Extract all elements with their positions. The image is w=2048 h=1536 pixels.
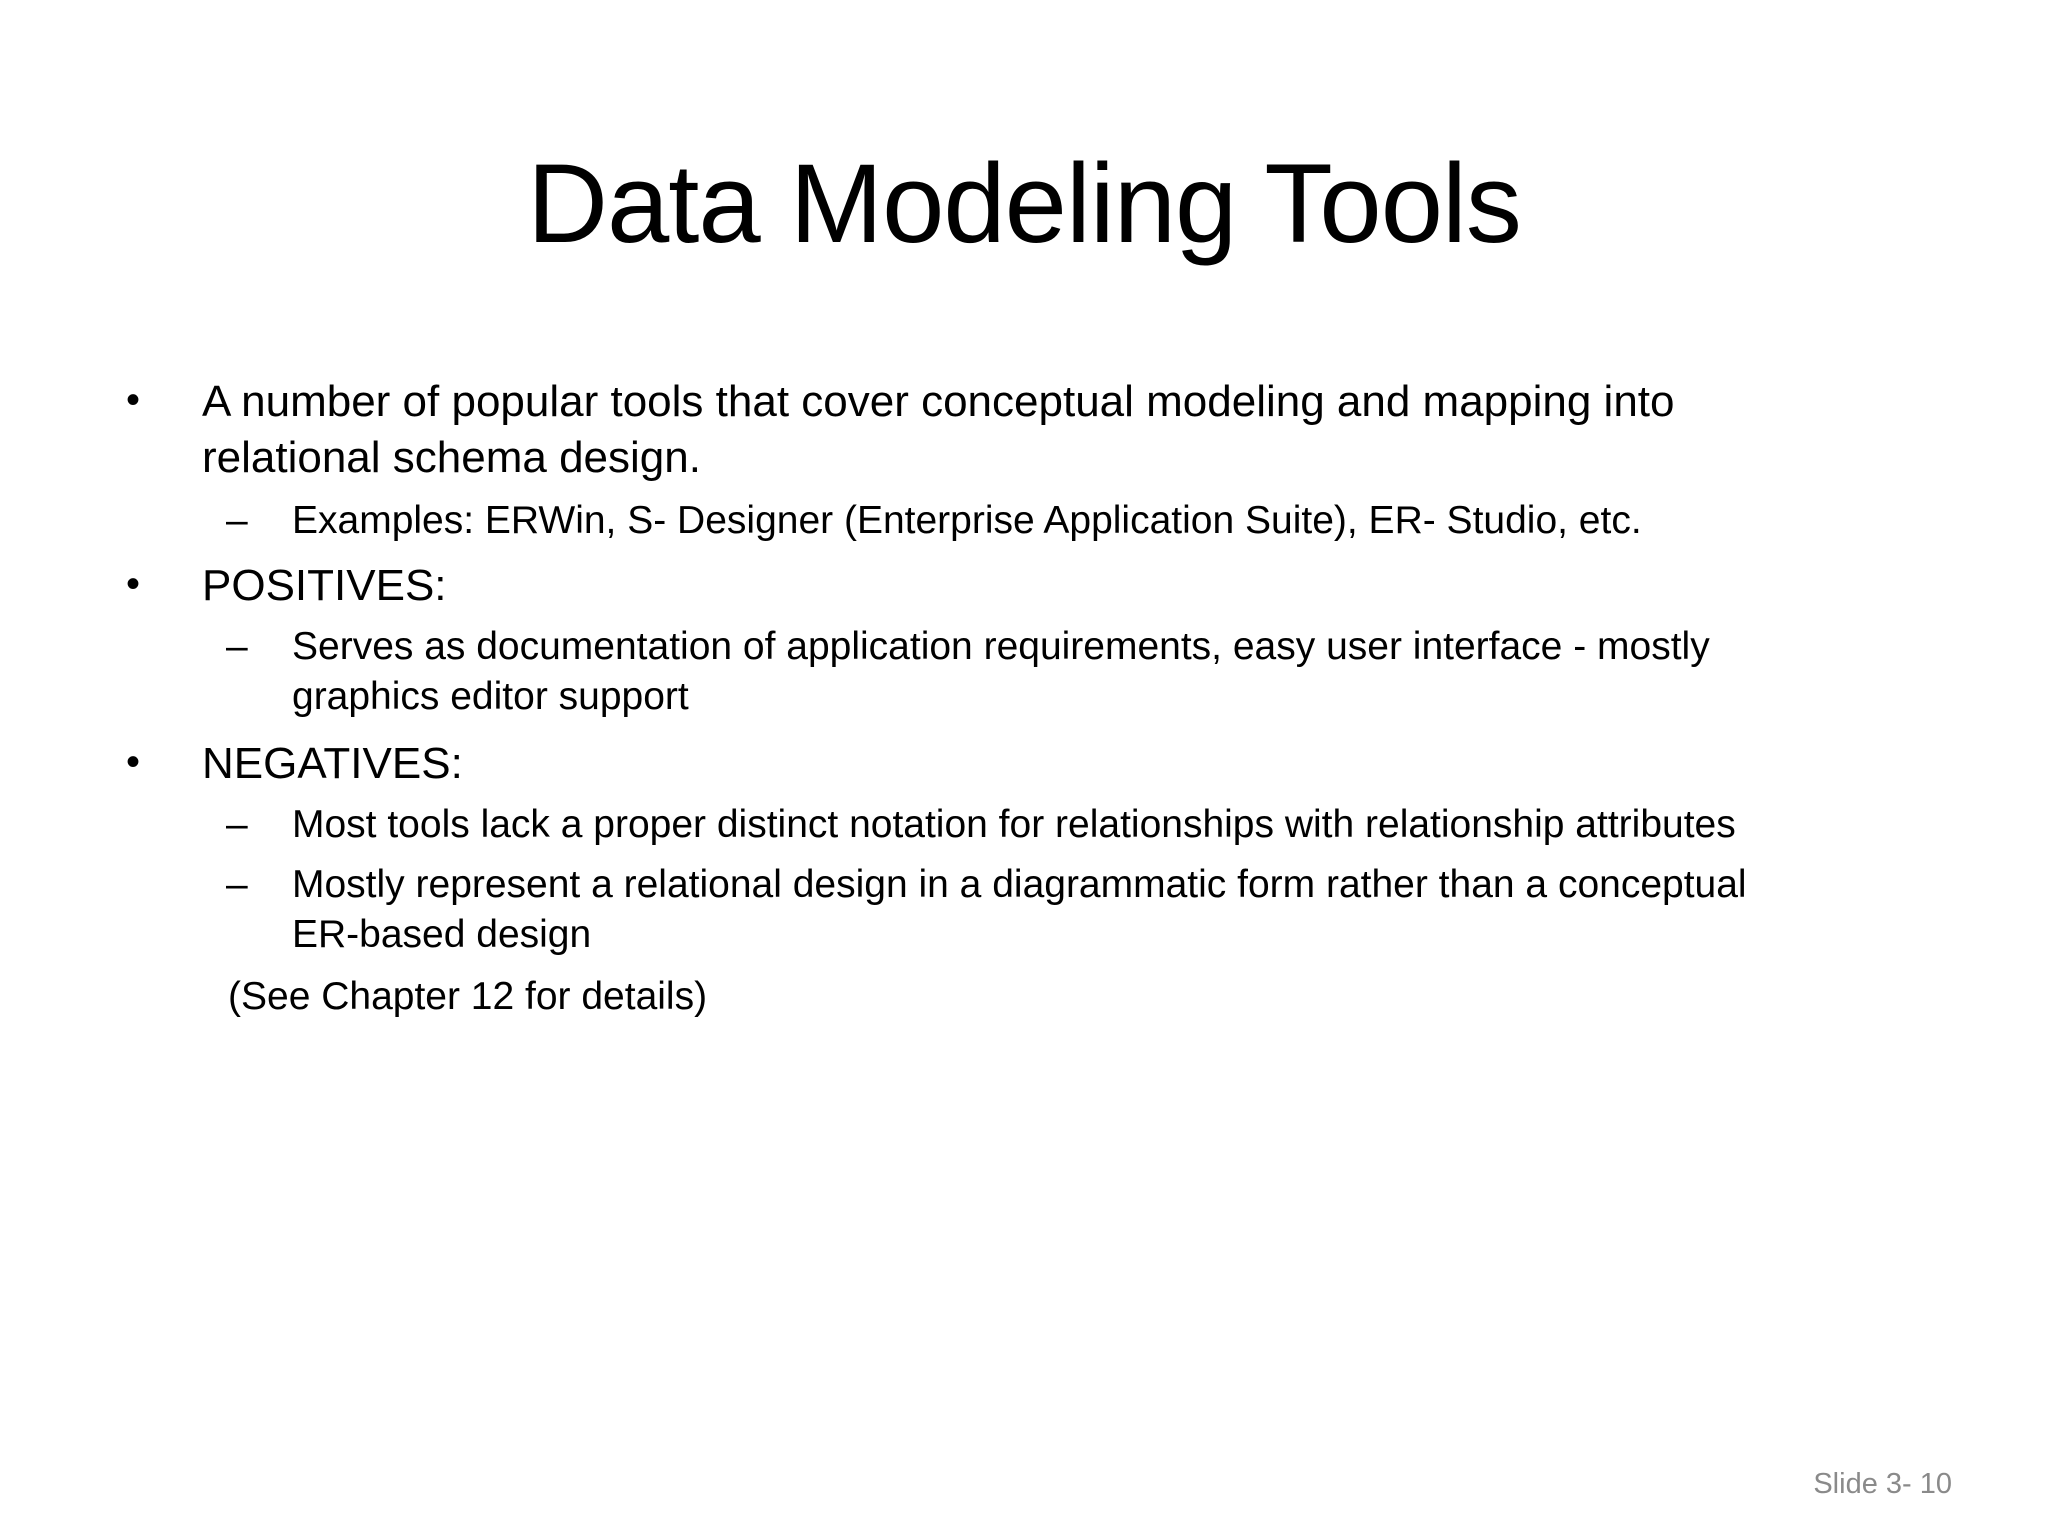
sub-bullet-text [292, 496, 1972, 546]
bullet-line: Examples: ERWin, S- Designer (Enterprise Application Suite), ER- Studio, etc. [292, 499, 1642, 542]
bullet-dot-icon: • [126, 740, 141, 784]
bullet-text [202, 736, 2022, 792]
bullet-line: Serves as documentation of application requirements, easy user interface - mostly [292, 625, 1710, 668]
slide-title: Data Modeling Tools [527, 141, 1521, 266]
bullet-line: NEGATIVES: [202, 739, 463, 788]
bullet-dot-icon: • [126, 562, 141, 606]
bullet-line: POSITIVES: [202, 561, 447, 610]
bullet-line: ER-based design [292, 913, 592, 956]
dash-icon: – [226, 863, 248, 906]
bullet-text [202, 374, 2022, 486]
dash-icon: – [226, 625, 248, 668]
bullet-line: graphics editor support [292, 675, 689, 718]
bullet-line: Mostly represent a relational design in a diagrammatic form rather than a conceptual [292, 863, 1747, 906]
bullet-text [202, 558, 2022, 614]
chapter-note: (See Chapter 12 for details) [228, 975, 708, 1018]
dash-icon: – [226, 803, 248, 846]
bullet-line: relational schema design. [202, 433, 701, 482]
bullet-dot-icon: • [126, 378, 141, 422]
sub-bullet-text [292, 860, 1972, 960]
slide-number: Slide 3- 10 [1813, 1468, 1952, 1500]
dash-icon: – [226, 499, 248, 542]
bullet-line: A number of popular tools that cover conceptual modeling and mapping into [202, 377, 1675, 426]
bullet-line: Most tools lack a proper distinct notation for relationships with relationship attributes [292, 803, 1736, 846]
sub-bullet-text [292, 800, 1972, 850]
sub-bullet-text [292, 622, 1972, 722]
